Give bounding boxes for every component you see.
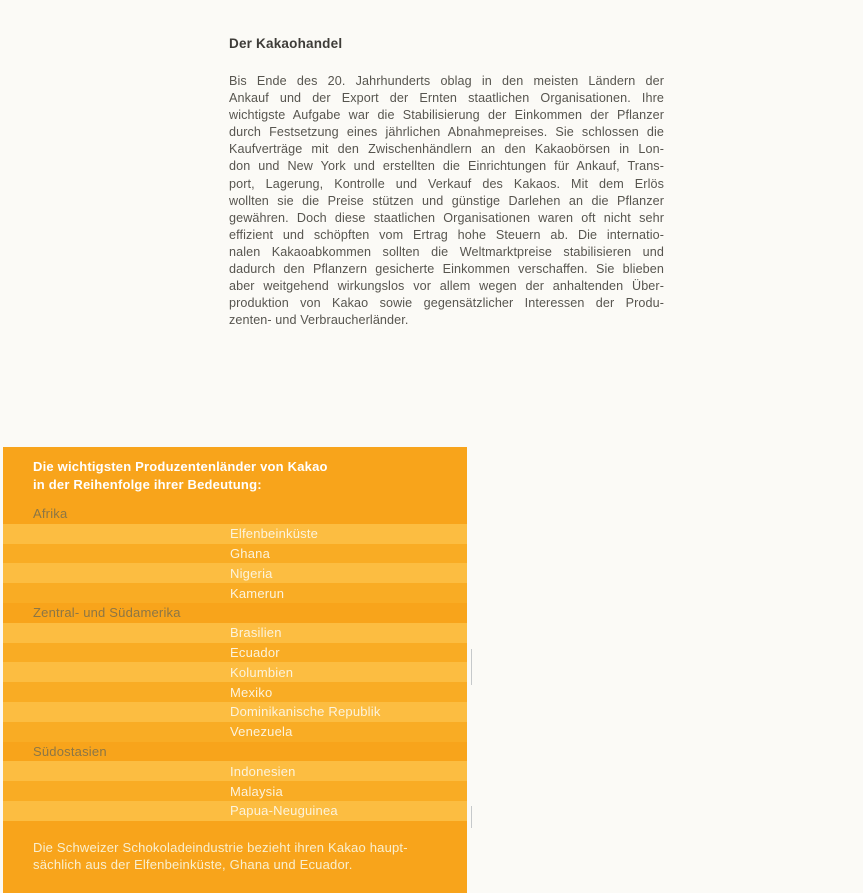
country-name: Kamerun (230, 585, 285, 601)
table-country-row (3, 761, 467, 781)
body-line: Ankauf und der Export der Ernten staatlichen Organisationen. Ihre (229, 91, 664, 106)
country-name: Indonesien (230, 763, 296, 779)
body-line: effizient und schöpften vom Ertrag hohe Steuern ab. Die internatio- (229, 227, 664, 242)
country-name: Ghana (230, 545, 271, 561)
body-line: nalen Kakaoabkommen sollten die Weltmarktpreise stabilisieren und (229, 244, 664, 259)
panel-footer-note (3, 839, 467, 873)
section-label: Afrika (33, 506, 68, 522)
country-name: Papua-Neuguinea (230, 803, 338, 819)
producers-panel-heading (3, 447, 467, 493)
section-label: Zentral- und Südamerika (33, 605, 181, 621)
country-name: Elfenbeinküste (230, 526, 319, 542)
scan-artifact-line (471, 649, 472, 685)
footer-line: sächlich aus der Elfenbeinküste, Ghana und Ecuador. (33, 856, 353, 872)
body-line: don und New York und erstellten die Einrichtungen für Ankauf, Trans- (229, 159, 664, 174)
article (229, 36, 664, 329)
table-country-row (3, 563, 467, 583)
table-country-row (3, 643, 467, 663)
country-name: Ecuador (230, 644, 280, 660)
table-country-row (3, 583, 467, 603)
country-name: Mexiko (230, 684, 273, 700)
table-country-row (3, 623, 467, 643)
table-country-row (3, 524, 467, 544)
body-line: dadurch den Pflanzern gesicherte Einkommen verschaffen. Sie blieben (229, 262, 664, 277)
scan-artifact-line (471, 806, 472, 828)
body-line: Kaufverträge mit den Zwischenhändlern an den Kakaobörsen in Lon- (229, 142, 664, 157)
table-country-row (3, 781, 467, 801)
table-country-row (3, 682, 467, 702)
body-line: port, Lagerung, Kontrolle und Verkauf des Kakaos. Mit dem Erlös (229, 176, 664, 191)
country-name: Kolumbien (230, 664, 294, 680)
country-name: Venezuela (230, 724, 293, 740)
panel-heading-line: Die wichtigsten Produzentenländer von Kakao (33, 459, 328, 474)
article-body (229, 73, 664, 329)
country-name: Dominikanische Republik (230, 704, 381, 720)
table-country-row (3, 544, 467, 564)
body-line: gewähren. Doch diese staatlichen Organisationen waren oft nicht sehr (229, 210, 664, 225)
body-line: zenten- und Verbraucherländer. (229, 313, 409, 328)
table-section-row (3, 504, 467, 524)
body-line: wichtigste Aufgabe war die Stabilisierung der Einkommen der Pflanzer (229, 108, 664, 123)
body-line: durch Festsetzung eines jährlichen Abnahmepreises. Sie schlossen die (229, 125, 664, 140)
table-section-row (3, 603, 467, 623)
table-country-row (3, 801, 467, 821)
country-name: Malaysia (230, 783, 283, 799)
section-label: Südostasien (33, 743, 107, 759)
body-line: wollten sie die Preise stützen und günstige Darlehen an die Pflanzer (229, 193, 664, 208)
table-section-row (3, 742, 467, 762)
panel-heading-line: in der Reihenfolge ihrer Bedeutung: (33, 476, 262, 492)
country-name: Brasilien (230, 625, 282, 641)
producers-panel (3, 447, 467, 893)
body-line: produktion von Kakao sowie gegensätzlicher Interessen der Produ- (229, 296, 664, 311)
table-country-row (3, 702, 467, 722)
table-country-row (3, 662, 467, 682)
body-line: aber weitgehend wirkungslos vor allem wegen der anhaltenden Über- (229, 279, 664, 294)
producer-table (3, 504, 467, 821)
body-line: Bis Ende des 20. Jahrhunderts oblag in den meisten Ländern der (229, 74, 664, 88)
table-country-row (3, 722, 467, 742)
footer-line: Die Schweizer Schokoladeindustrie bezieht ihren Kakao haupt- (33, 839, 408, 855)
country-name: Nigeria (230, 565, 273, 581)
article-title: Der Kakaohandel (229, 36, 343, 51)
